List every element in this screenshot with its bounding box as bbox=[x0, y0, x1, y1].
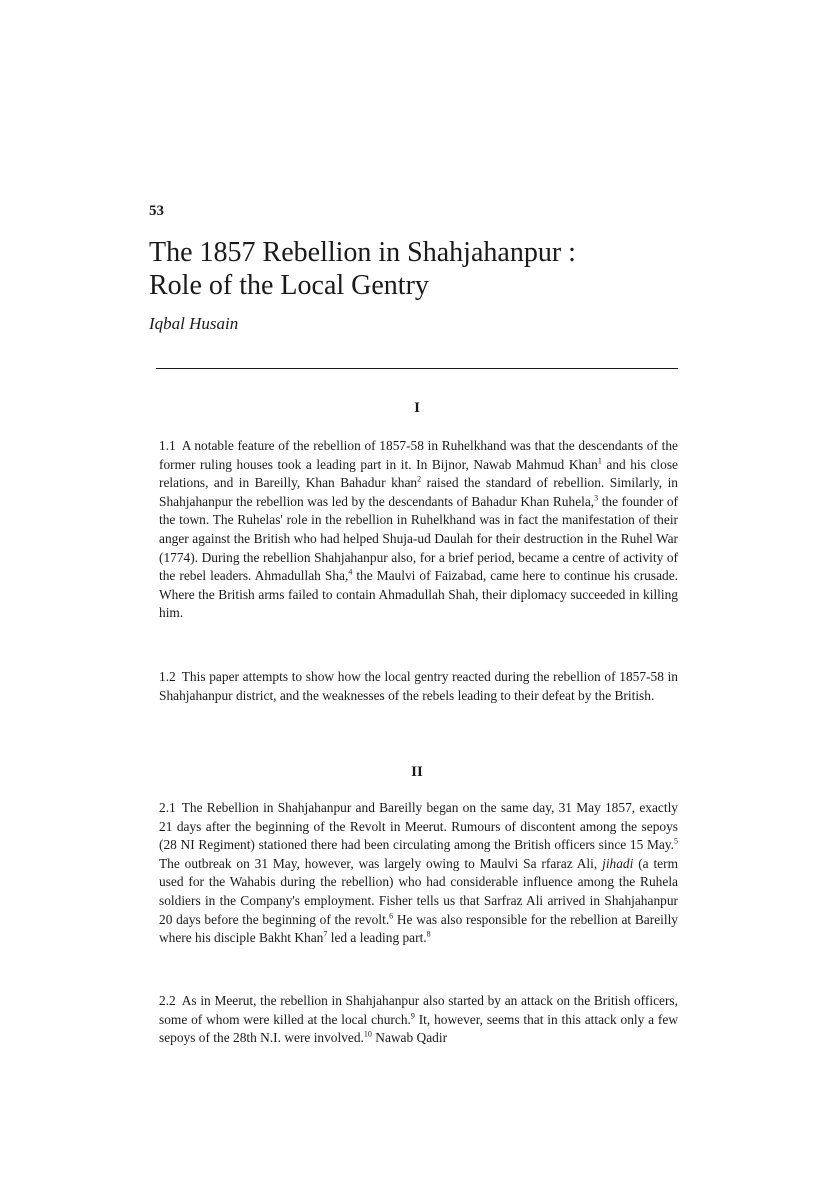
paragraph-text: and his close relations, and in Bareilly, Khan Bahadur khan bbox=[159, 456, 678, 491]
title-line-2: Role of the Local Gentry bbox=[149, 270, 429, 301]
footnote-ref: 1 bbox=[597, 456, 602, 466]
paragraph-text: It, however, seems that in this attack only a few sepoys of the 28th N.I. were involved. bbox=[159, 1011, 678, 1046]
paragraph-text: the founder of the town. The Ruhelas' role in the rebellion in Ruhelkhand was in fact the manifestation of their anger against the British who had helped Shuja-ud Daulah for their destruction in the Ruhel War (1774). During the rebellion Shahjahanpur also, for a brief period, became a centre of activity of the rebel leaders. Ahmadullah Sha, bbox=[159, 493, 678, 584]
divider-rule bbox=[156, 368, 678, 369]
paragraph-1-2 bbox=[159, 668, 678, 705]
footnote-ref: 10 bbox=[363, 1029, 372, 1039]
footnote-ref: 5 bbox=[674, 836, 678, 846]
footnote-ref: 3 bbox=[594, 493, 599, 503]
footnote-ref: 8 bbox=[426, 929, 431, 939]
paragraph-text: the Maulvi of Faizabad, came here to continue his crusade. Where the British arms failed to contain Ahmadullah Shah, their diplomacy succeeded in killing him. bbox=[159, 568, 678, 621]
paragraph-text: led a leading part. bbox=[327, 930, 427, 946]
footnote-ref: 2 bbox=[417, 474, 422, 484]
author-name: Iqbal Husain bbox=[149, 314, 239, 333]
paragraph-text: The Rebellion in Shahjahanpur and Bareilly began on the same day, 31 May 1857, exactly 21 days after the beginning of the Revolt in Meerut. Rumours of discontent among the sepoys (28 NI Regiment) stationed there had been circulating among the British officers since 15 May. bbox=[159, 800, 678, 853]
paragraph-number: 2.1 bbox=[159, 800, 176, 815]
paragraph-text: (a term used for the Wahabis during the rebellion) who had considerable influence among the Ruhela soldiers in the Company's employment. Fisher tells us that Sarfraz Ali arrived in Shahjahanpur 20 days before the beginning of the revolt. bbox=[159, 855, 679, 927]
paragraph-text: Nawab Qadir bbox=[371, 1030, 448, 1046]
page-number: 53 bbox=[149, 203, 164, 219]
paragraph-text: As in Meerut, the rebellion in Shahjahanpur also started by an attack on the British officers, some of whom were killed at the local church. bbox=[159, 993, 678, 1027]
paragraph-1-1 bbox=[159, 437, 678, 623]
title-line-1: The 1857 Rebellion in Shahjahanpur : bbox=[149, 237, 576, 268]
paragraph-text: A notable feature of the rebellion of 1857-58 in Ruhelkhand was that the descendants of the former ruling houses took a leading part in it. In Bijnor, Nawab Mahmud Khan bbox=[159, 438, 678, 472]
footnote-ref: 4 bbox=[348, 567, 353, 577]
section-heading-1: I bbox=[414, 400, 420, 416]
paragraph-text: He was also responsible for the rebellion at Bareilly where his disciple Bakht Khan bbox=[159, 911, 678, 946]
paragraph-text: The outbreak on 31 May, however, was largely owing to Maulvi Sa rfaraz Ali, bbox=[159, 855, 603, 871]
paragraph-number: 2.2 bbox=[159, 993, 176, 1008]
article-title bbox=[149, 236, 576, 302]
footnote-ref: 7 bbox=[323, 929, 328, 939]
paragraph-2-1 bbox=[159, 799, 678, 948]
footnote-ref: 9 bbox=[410, 1011, 415, 1021]
paragraph-2-2 bbox=[159, 992, 678, 1048]
section-heading-2: II bbox=[411, 764, 423, 780]
footnote-ref: 6 bbox=[389, 911, 394, 921]
paragraph-text: raised the standard of rebellion. Similarly, in Shahjahanpur the rebellion was led by the descendants of Bahadur Khan Ruhela, bbox=[159, 475, 678, 509]
paragraph-number: 1.2 bbox=[159, 669, 176, 684]
italic-term: jihadi bbox=[602, 855, 634, 871]
paragraph-number: 1.1 bbox=[159, 438, 176, 453]
paragraph-text: This paper attempts to show how the local gentry reacted during the rebellion of 1857-58 in Shahjahanpur district, and the weaknesses of the rebels leading to their defeat by the British. bbox=[159, 669, 678, 703]
